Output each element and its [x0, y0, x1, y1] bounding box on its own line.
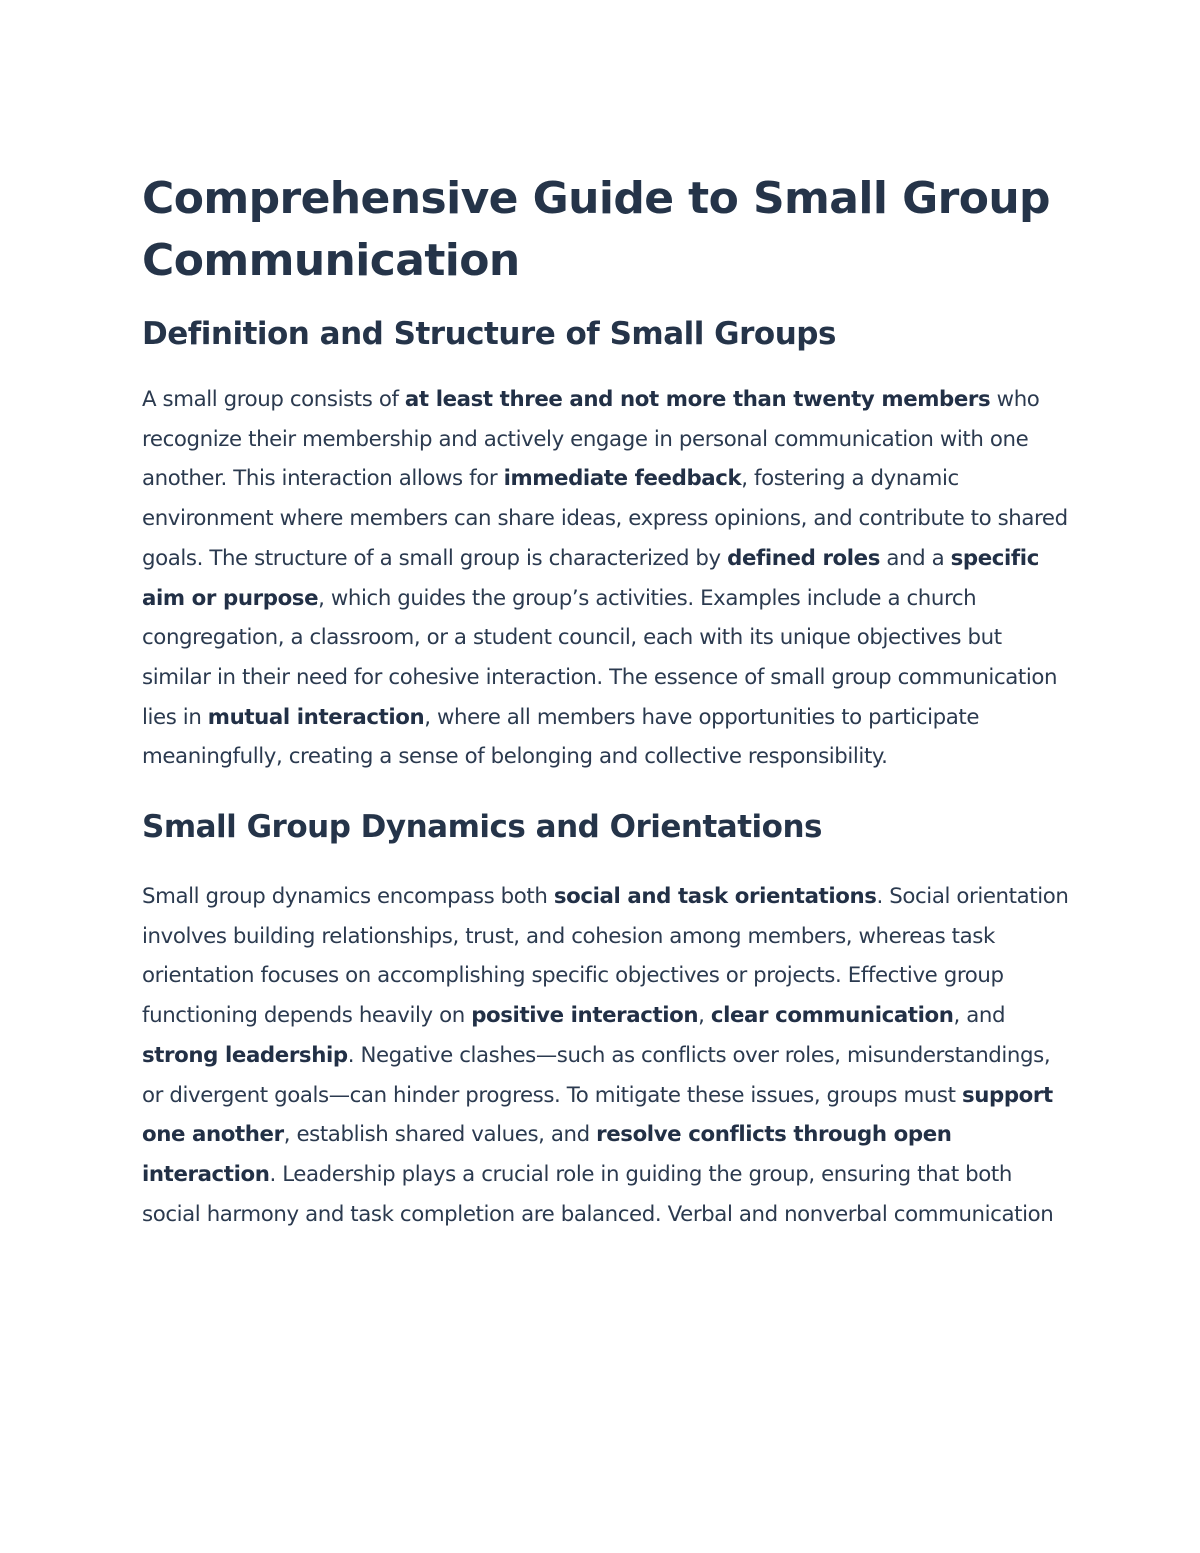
text-segment: , fostering a dynamic environment where members can share ideas, express opinions, and contribute to shared goals. The structure of a small group is characterized by [142, 466, 1068, 571]
text-segment: . Leadership plays a crucial role in guiding the group, ensuring that both social harmony and task completion are balanced. Verbal and nonverbal communication [142, 1161, 1054, 1227]
bold-phrase: positive interaction [471, 1003, 699, 1029]
bold-phrase: immediate feedback [503, 466, 742, 492]
text-segment: , establish shared values, and [283, 1122, 597, 1148]
section-paragraph-dynamics [142, 877, 1072, 1234]
section-heading-dynamics: Small Group Dynamics and Orientations [142, 809, 822, 846]
section-heading-definition: Definition and Structure of Small Groups [142, 316, 836, 352]
text-segment: A small group consists of [142, 387, 405, 412]
text-segment: . Negative clashes—such as conflicts over roles, misunderstandings, or divergent goals—can hinder progress. To mitigate these issues, groups must [142, 1042, 1051, 1108]
text-segment: Small group dynamics encompass both [142, 884, 554, 910]
text-segment: who recognize their membership and actively engage in personal communication with one another. This interaction allows for [142, 387, 1040, 492]
text-segment: , where all members have opportunities to participate meaningfully, creating a sense of belonging and collective responsibility. [142, 704, 980, 770]
text-segment: . Social orientation involves building relationships, trust, and cohesion among members, whereas task orientation focuses on accomplishing specific objectives or projects. Effective group functioning depends heavily on [142, 884, 1069, 1029]
text-segment: , [698, 1003, 711, 1029]
text-segment: and a [880, 545, 951, 571]
bold-phrase: at least three and not more than twenty members [404, 387, 991, 412]
document-title: Comprehensive Guide to Small Group Communication [142, 173, 1050, 286]
bold-phrase: social and task orientations [553, 884, 877, 910]
text-segment: , and [953, 1003, 1006, 1029]
bold-phrase: resolve conflicts through open interaction [142, 1122, 952, 1187]
text-segment: , which guides the group’s activities. Examples include a church congregation, a classroom, or a student council, each with its unique objectives but similar in their need for cohesive interaction. The essence of small group communication lies in [142, 585, 1058, 730]
bold-phrase: defined roles [727, 545, 880, 571]
bold-phrase: specific aim or purpose [142, 545, 1039, 611]
bold-phrase: strong leadership [142, 1042, 348, 1068]
section-paragraph-definition [142, 380, 1072, 777]
document-page [142, 168, 1072, 1234]
bold-phrase: mutual interaction [207, 704, 425, 730]
bold-phrase: support one another [142, 1082, 1053, 1148]
bold-phrase: clear communication [710, 1003, 954, 1029]
